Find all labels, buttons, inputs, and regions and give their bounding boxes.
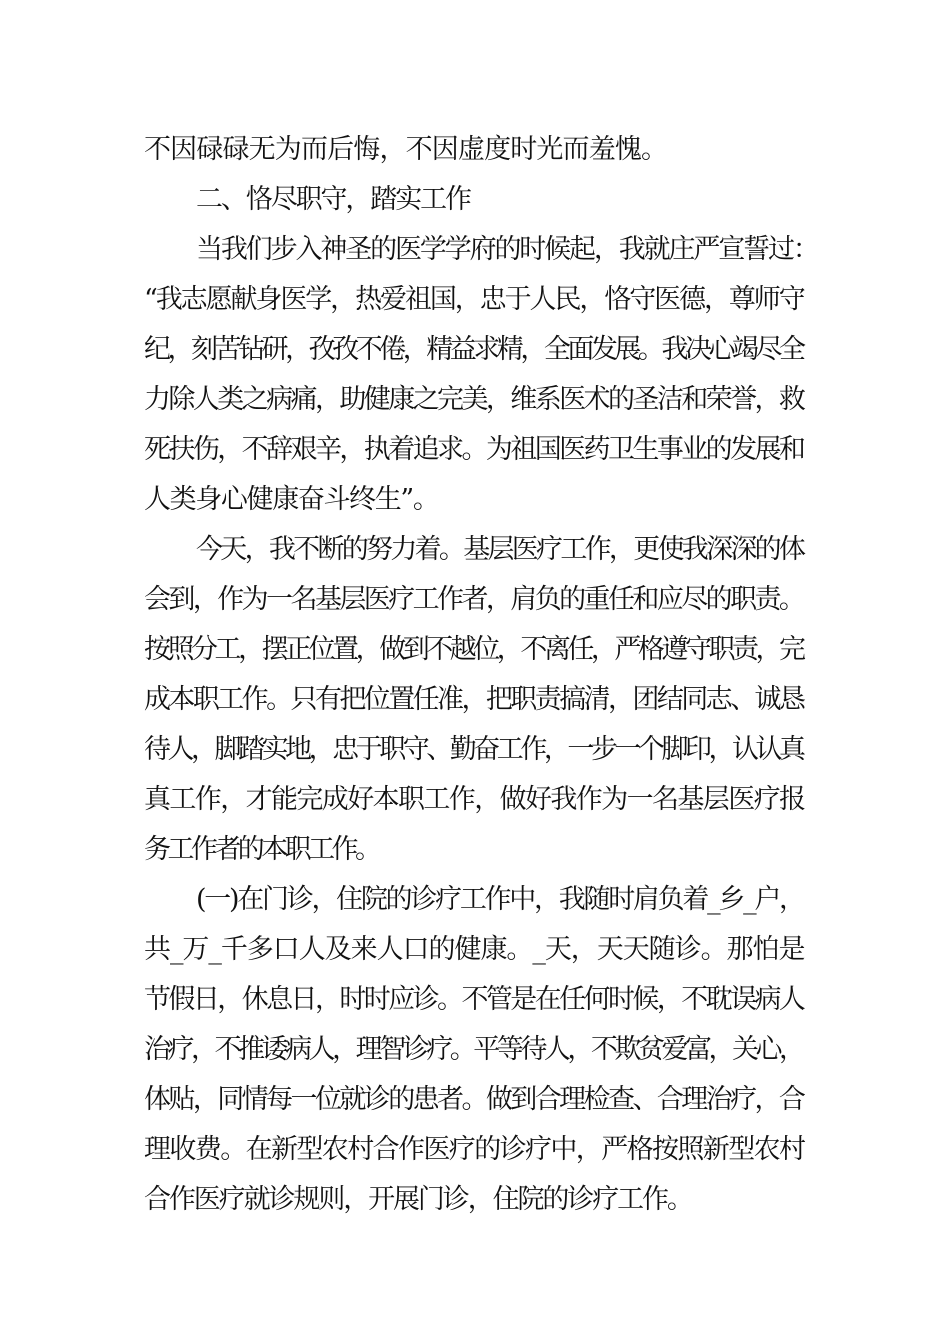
text-line: 待人，脚踏实地，忠于职守、勤奋工作，一步一个脚印，认认真	[144, 734, 803, 765]
text-line: 治疗，不推诿病人，理智诊疗。平等待人，不欺贫爱富，关心，	[144, 1034, 803, 1065]
text-line: 按照分工，摆正位置，做到不越位，不离任，严格遵守职责，完	[144, 634, 803, 665]
text-line: 死扶伤，不辞艰辛，执着追求。为祖国医药卫生事业的发展和	[144, 434, 804, 465]
text-line: 会到，作为一名基层医疗工作者，肩负的重任和应尽的职责。	[144, 584, 804, 615]
text-line: 人类身心健康奋斗终生”。	[144, 484, 439, 515]
text-line: 真工作，才能完成好本职工作，做好我作为一名基层医疗报	[144, 784, 805, 815]
text-line: 成本职工作。只有把位置任准，把职责搞清，团结同志、诚恳	[144, 684, 804, 715]
text-line: 体贴，同情每一位就诊的患者。做到合理检查、合理治疗，合	[144, 1084, 804, 1115]
section-heading: 二、恪尽职守，踏实工作	[196, 184, 470, 215]
text-line: 今天，我不断的努力着。基层医疗工作，更使我深深的体	[196, 534, 804, 565]
text-line: 务工作者的本职工作。	[144, 834, 379, 865]
text-line: 不因碌碌无为而后悔，不因虚度时光而羞愧。	[144, 134, 668, 165]
text-line: 节假日，休息日，时时应诊。不管是在任何时候，不耽误病人	[144, 984, 804, 1015]
text-line: (一)在门诊，住院的诊疗工作中，我随时肩负着_乡_户，	[196, 884, 804, 915]
text-line: 力除人类之病痛，助健康之完美，维系医术的圣洁和荣誉，救	[144, 384, 804, 415]
text-line: 合作医疗就诊规则，开展门诊，住院的诊疗工作。	[144, 1184, 692, 1215]
text-line: 理收费。在新型农村合作医疗的诊疗中，严格按照新型农村	[144, 1134, 805, 1165]
text-line: 共_万_千多口人及来人口的健康。_天，天天随诊。那怕是	[144, 934, 805, 965]
text-line: 当我们步入神圣的医学学府的时候起，我就庄严宣誓过：	[196, 234, 818, 265]
text-line: “我志愿献身医学，热爱祖国，忠于人民，恪守医德，尊师守	[144, 284, 804, 315]
text-line: 纪，刻苦钻研，孜孜不倦，精益求精，全面发展。我决心竭尽全	[144, 334, 803, 365]
